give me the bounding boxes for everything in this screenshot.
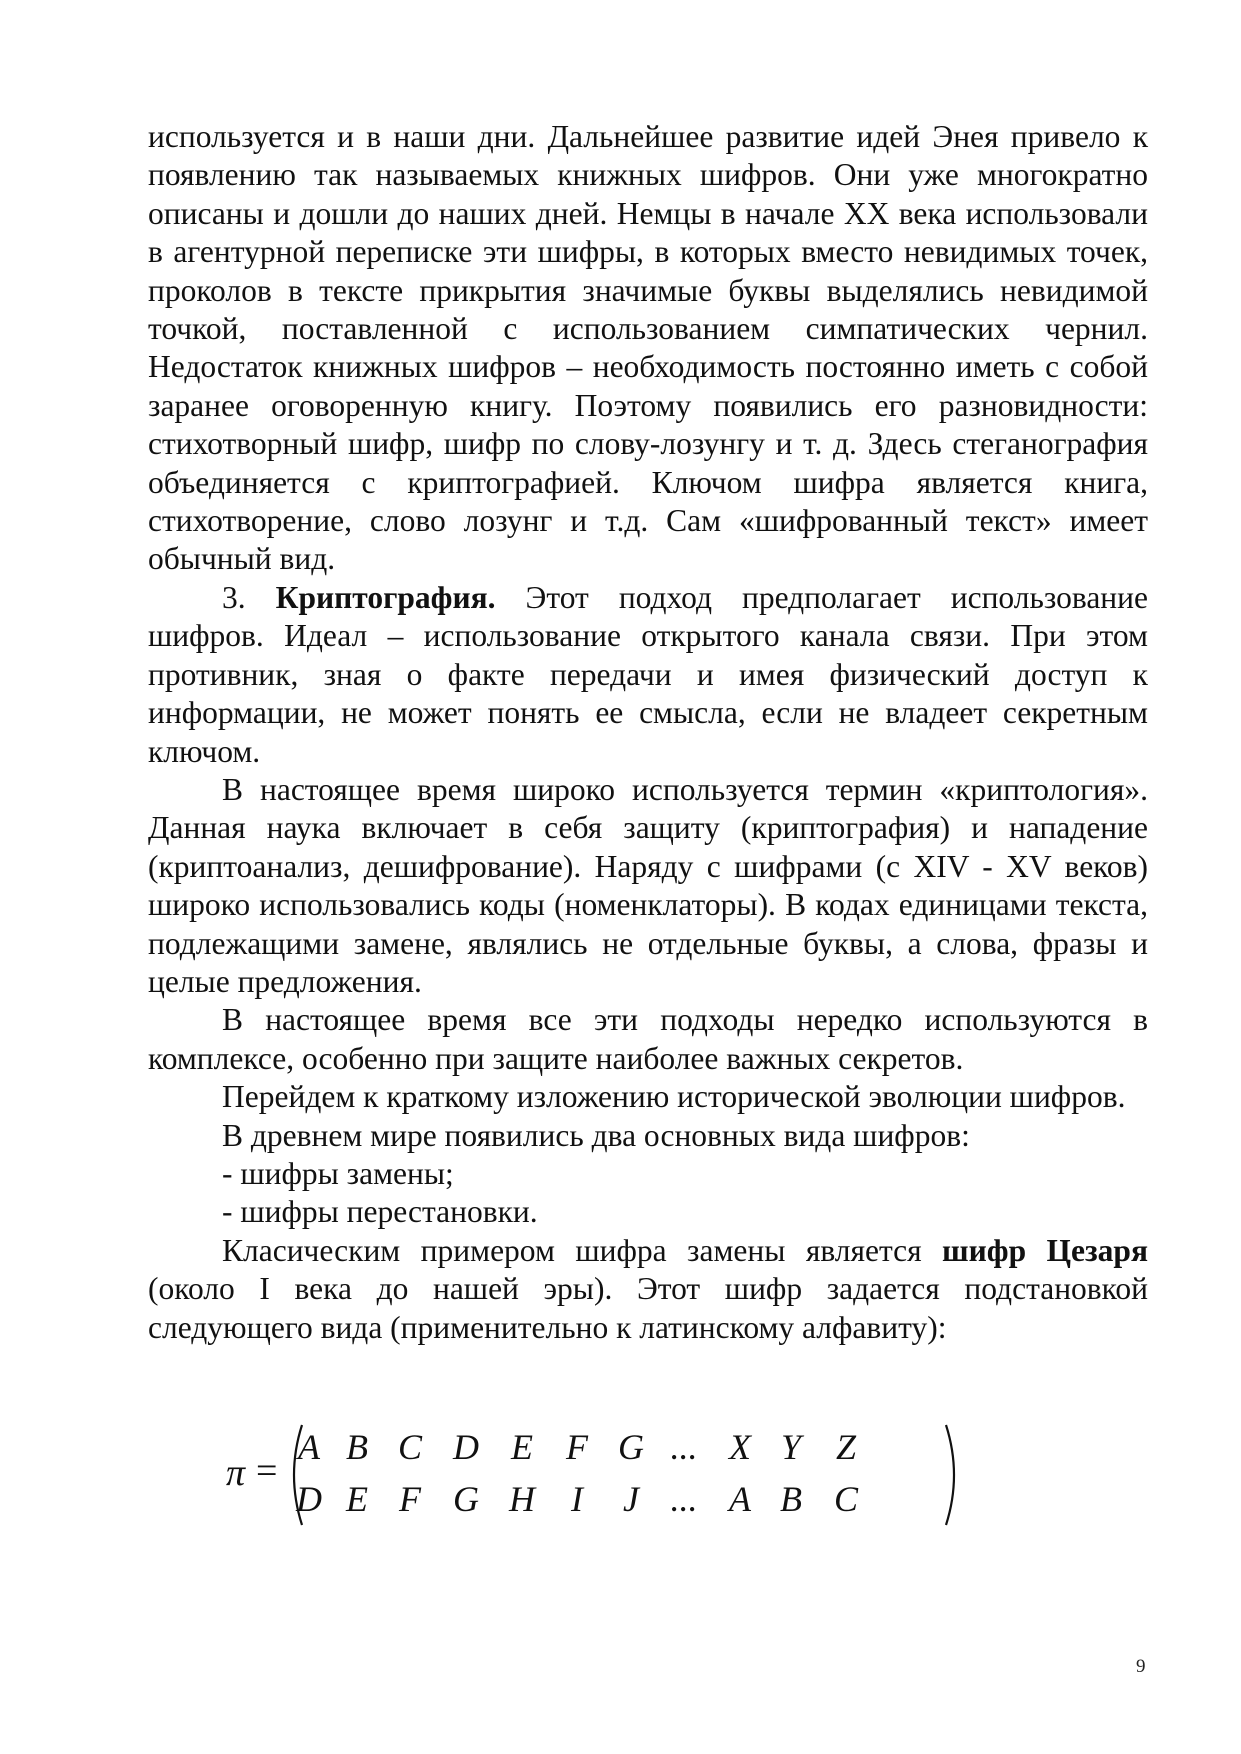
term-cryptography: Криптография. [275, 579, 496, 615]
document-body [148, 118, 1148, 1347]
caesar-permutation-formula [226, 1423, 966, 1527]
page-number: 9 [1136, 1656, 1146, 1677]
formula-top-cell: C [397, 1427, 422, 1467]
formula-top-cell: E [511, 1427, 533, 1467]
formula-bottom-cell: G [453, 1479, 479, 1519]
formula-top-cell: ... [670, 1427, 698, 1467]
equals-sign: = [256, 1450, 278, 1492]
formula-bottom-cell: J [623, 1479, 639, 1519]
formula-bottom-cell: B [780, 1479, 802, 1519]
formula-top-cell: A [298, 1427, 320, 1467]
term-caesar-cipher: шифр Цезаря [942, 1232, 1148, 1268]
formula-bottom-cell: C [833, 1479, 858, 1519]
formula-top-cell: Z [835, 1427, 857, 1467]
formula-bottom-cell: A [729, 1479, 751, 1519]
formula-bottom-cell: D [296, 1479, 322, 1519]
formula-bottom-cell: E [346, 1479, 368, 1519]
paragraph-book-ciphers: используется и в наши дни. Дальнейшее развитие идей Энея привело к появлению так называемых книжных шифров. Они уже многократно описаны и дошли до наших дней. Немцы в начале XX века использовали в агентурной переписке эти шифры, в которых вместо невидимых точек, проколов в тексте прикрытия значимые буквы выделялись невидимой точкой, поставленной с использованием симпатических чернил. Недостаток книжных шифров – необходимость постоянно иметь с собой заранее оговоренную книгу. Поэтому появились его разновидности: стихотворный шифр, шифр по слову-лозунгу и т. д. Здесь стеганография объединяется с криптографией. Ключом шифра является книга, стихотворение, слово лозунг и т.д. Сам «шифрованный текст» имеет обычный вид. [148, 119, 1148, 577]
formula-top-cell: B [346, 1427, 368, 1467]
formula-top-cell: G [618, 1427, 644, 1467]
paragraph-caesar-rest: (около I века до нашей эры). Этот шифр задается подстановкой следующего вида (применительно к латинскому алфавиту): [148, 1271, 1148, 1345]
formula-top-cell: X [729, 1427, 751, 1467]
formula-bottom-cell: H [509, 1479, 535, 1519]
list-item-transposition: - шифры перестановки. [222, 1194, 538, 1230]
formula-bottom-cell: I [571, 1479, 583, 1519]
paragraph-ancient-ciphers: В древнем мире появились два основных вида шифров: [222, 1117, 970, 1153]
paragraph-cryptography-text: Этот подход предполагает использование шифров. Идеал – использование открытого канала связи. При этом противник, зная о факте передачи и имея физический доступ к информации, не может понять ее смысла, если не владеет секретным ключом. [148, 579, 1148, 769]
paragraph-caesar-cipher [148, 1232, 1148, 1347]
paragraph-history-intro: Перейдем к краткому изложению исторической эволюции шифров. [222, 1079, 1126, 1115]
paragraph-cryptology: В настоящее время широко используется термин «криптология». Данная наука включает в себя защиту (криптография) и нападение (криптоанализ, дешифрование). Наряду с шифрами (с XIV - XV веков) широко использовались коды (номенклаторы). В кодах единицами текста, подлежащими замене, являлись не отдельные буквы, а слова, фразы и целые предложения. [148, 771, 1148, 999]
paragraph-cryptography [148, 579, 1148, 771]
formula-bottom-cell: ... [670, 1479, 698, 1519]
paragraph-caesar-lead: Класическим примером шифра замены является [222, 1232, 943, 1268]
list-number: 3. [222, 579, 276, 615]
formula-top-cell: Y [780, 1427, 802, 1467]
right-paren-icon [942, 1423, 964, 1527]
formula-top-cell: D [453, 1427, 479, 1467]
list-item-substitution: - шифры замены; [222, 1155, 454, 1191]
formula-top-cell: F [566, 1427, 588, 1467]
pi-symbol: π [226, 1452, 246, 1494]
paragraph-combined-approaches: В настоящее время все эти подходы нередко используются в комплексе, особенно при защите наиболее важных секретов. [148, 1002, 1148, 1076]
formula-bottom-cell: F [399, 1479, 421, 1519]
